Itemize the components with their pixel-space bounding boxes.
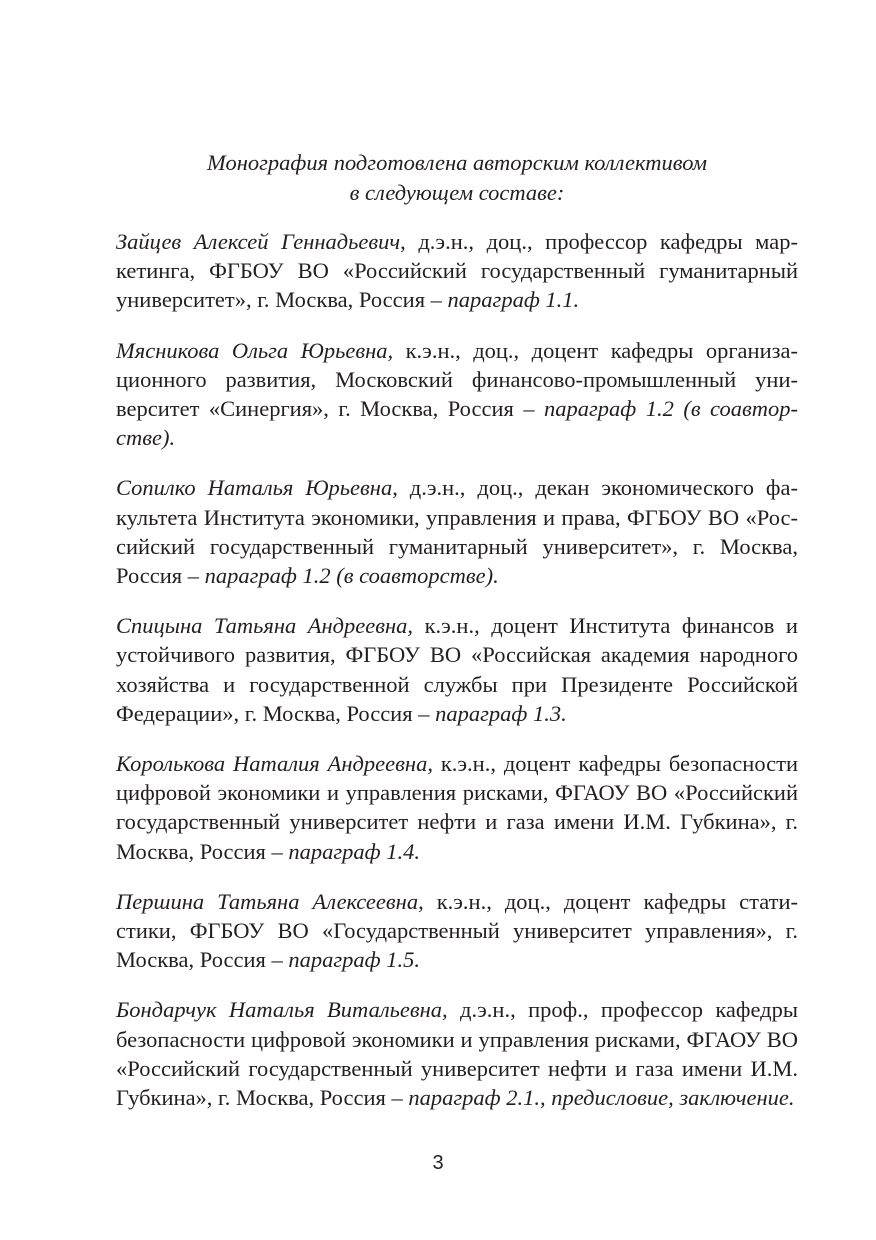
heading-line-2: в следующем составе: [349, 180, 565, 205]
author-name: Бондарчук Наталья Витальевна, [116, 997, 448, 1023]
page-number: 3 [432, 1152, 444, 1174]
author-list [116, 227, 798, 1133]
author-details: , д.э.н., доц., профессор кафедры маркетинга, ФГБОУ ВО «Российский государственный гуманитарный университет», г. Москва, Россия – [116, 229, 798, 313]
author-contribution: параграф 1.1. [447, 287, 580, 313]
author-contribution: параграф 1.3. [435, 700, 567, 726]
author-name: Першина Татьяна Алексеевна [116, 888, 419, 914]
author-entry [116, 611, 798, 728]
author-entry [116, 227, 798, 315]
author-name: Сопилко Наталья Юрьевна [116, 475, 393, 501]
author-entry [116, 995, 798, 1112]
author-details: к.э.н., доцент Института финансов и устойчивого развития, ФГБОУ ВО «Российская академия народного хозяйства и государственной службы при Президенте Российской Федерации», г. Москва, Россия – [116, 613, 798, 726]
author-details: к.э.н., доц., доцент кафедры организационного развития, Московский финансово-промышленный университет «Синергия», г. Москва, Россия – [116, 337, 798, 422]
author-details: к.э.н., доцент кафедры безопасности цифровой экономики и управления рисками, ФГАОУ ВО «Российский государственный университет нефти и газа имени И.М. Губкина», г. Москва, Россия – [116, 751, 798, 864]
author-contribution: параграф 1.2 (в соавторстве). [204, 563, 499, 589]
author-contribution: параграф 1.4. [288, 838, 421, 864]
author-entry [116, 749, 798, 866]
author-details: д.э.н., проф., профессор кафедры безопасности цифровой экономики и управления рисками, ФГАОУ ВО «Российский государственный университет нефти и газа имени И.М. Губкина», г. Москва, Россия – [116, 997, 798, 1111]
author-name: Мясникова Ольга Юрьевна, [116, 337, 394, 363]
author-contribution: параграф 2.1., предисловие, заключение. [408, 1085, 795, 1111]
heading [116, 148, 798, 208]
author-details: , д.э.н., доц., декан экономического факультета Института экономики, управления и права, ФГБОУ ВО «Российский государственный гуманитарный университет», г. Москва, Россия – [116, 475, 798, 589]
author-name: Королькова Наталия Андреевна, [116, 751, 433, 777]
author-entry [116, 473, 798, 590]
author-entry [116, 336, 798, 453]
author-contribution: параграф 1.2 (в соавторстве). [116, 396, 798, 451]
author-name: Зайцев Алексей Геннадьевич [116, 229, 401, 254]
author-contribution: параграф 1.5. [288, 947, 421, 973]
author-name: Спицына Татьяна Андреевна, [116, 613, 414, 639]
heading-line-1: Монография подготовлена авторским коллективом [207, 150, 707, 175]
author-entry [116, 887, 798, 975]
author-details: , к.э.н., доц., доцент кафедры статистики, ФГБОУ ВО «Государственный университет управления», г. Москва, Россия – [116, 888, 798, 973]
